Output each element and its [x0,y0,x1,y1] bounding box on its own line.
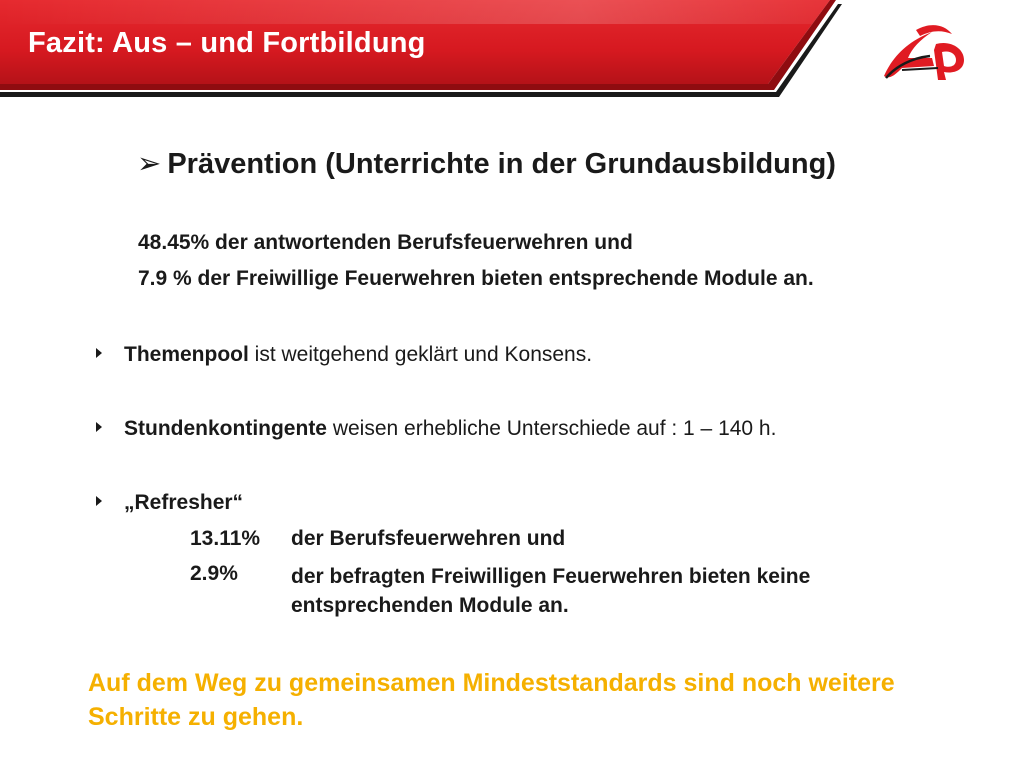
refresher-percentage: 2.9% [190,562,238,585]
slide-title: Fazit: Aus – und Fortbildung [28,27,426,59]
refresher-row-professional [190,527,565,551]
stat-line-professional: 48.45% der antwortenden Berufsfeuerwehren und [138,231,633,254]
refresher-text: der befragten Freiwilligen Feuerwehren bieten keine entsprechenden Module an. [291,565,811,617]
refresher-text: der Berufsfeuerwehren und [291,527,566,550]
bullet-stundenkontingente [96,417,776,441]
bullet-bold: Themenpool [124,343,249,366]
bullet-text: weisen erhebliche Unterschiede auf : 1 – 140 h. [327,417,777,440]
bullet-refresher [96,491,243,515]
section-heading [137,146,836,181]
bullet-bold: Stundenkontingente [124,417,327,440]
arrow-bullet-icon: ➢ [137,148,162,180]
triangle-bullet-icon [96,496,102,506]
triangle-bullet-icon [96,348,102,358]
triangle-bullet-icon [96,422,102,432]
stat-line-volunteer: 7.9 % der Freiwillige Feuerwehren bieten entsprechende Module an. [138,267,814,290]
bullet-bold: „Refresher“ [124,491,244,514]
section-heading-text: Prävention (Unterrichte in der Grundausbildung) [167,148,836,180]
fire-brigade-logo-icon [872,18,972,84]
refresher-percentage: 13.11% [190,527,261,550]
conclusion-text: Auf dem Weg zu gemeinsamen Mindeststandards sind noch weitere Schritte zu gehen. [88,669,895,731]
refresher-row-volunteer [190,562,941,620]
bullet-themenpool [96,343,592,367]
bullet-text: ist weitgehend geklärt und Konsens. [248,343,593,366]
